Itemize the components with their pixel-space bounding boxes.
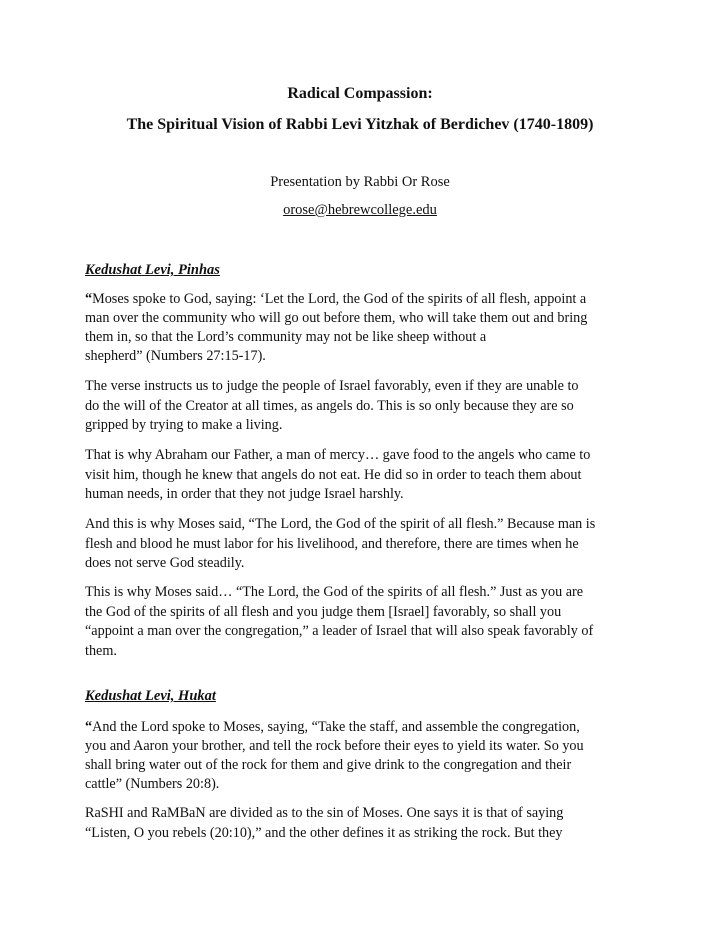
section-heading-pinhas: Kedushat Levi, Pinhas	[85, 262, 220, 278]
quote-mark: “	[85, 719, 93, 735]
document-subtitle: The Spiritual Vision of Rabbi Levi Yitzhak of Berdichev (1740-1809)	[126, 116, 594, 133]
quote-line: shall bring water out of the rock for them and give drink to the congregation and their	[85, 757, 572, 773]
section-hukat-quote	[85, 718, 645, 794]
section-pinhas-paragraph-1: The verse instructs us to judge the people of Israel favorably, even if they are unable to do the will of the Creator at all times, as angels do. This is so only because they are so gripped by trying to make a living.	[85, 378, 579, 434]
presenter-line: Presentation by Rabbi Or Rose	[270, 174, 450, 190]
document-title: Radical Compassion:	[287, 85, 433, 102]
email-link[interactable]: orose@hebrewcollege.edu	[283, 202, 437, 218]
section-hukat-paragraph-1: RaSHI and RaMBaN are divided as to the sin of Moses. One says it is that of saying “Listen, O you rebels (20:10),” and the other defines it as striking the rock. But they	[85, 805, 564, 841]
quote-line: cattle” (Numbers 20:8).	[85, 776, 220, 792]
section-pinhas-paragraph-4: This is why Moses said… “The Lord, the God of the spirits of all flesh.” Just as you are the God of the spirits of all flesh and you judge them [Israel] favorably, so shall you “appoint a man over the congregation,” a leader of Israel that will also speak favorably of them.	[85, 584, 594, 659]
section-heading-hukat: Kedushat Levi, Hukat	[85, 688, 216, 704]
quote-line: shepherd” (Numbers 27:15-17).	[85, 348, 266, 364]
quote-line: man over the community who will go out before them, who will take them out and bring	[85, 310, 588, 326]
quote-line: them in, so that the Lord’s community may not be like sheep without a	[85, 329, 487, 345]
quote-mark: “	[85, 291, 93, 307]
section-pinhas-paragraph-3: And this is why Moses said, “The Lord, the God of the spirit of all flesh.” Because man is flesh and blood he must labor for his livelihood, and therefore, there are times when he does not serve God steadily.	[85, 516, 596, 572]
section-pinhas-paragraph-2: That is why Abraham our Father, a man of mercy… gave food to the angels who came to visit him, though he knew that angels do not eat. He did so in order to teach them about human needs, in order that they not judge Israel harshly.	[85, 447, 591, 503]
quote-line: “And the Lord spoke to Moses, saying, “Take the staff, and assemble the congregation,	[85, 719, 580, 735]
quote-line: “Moses spoke to God, saying: ‘Let the Lord, the God of the spirits of all flesh, appoint a	[85, 291, 587, 307]
quote-line: you and Aaron your brother, and tell the rock before their eyes to yield its water. So you	[85, 738, 584, 754]
section-pinhas-quote	[85, 290, 645, 366]
